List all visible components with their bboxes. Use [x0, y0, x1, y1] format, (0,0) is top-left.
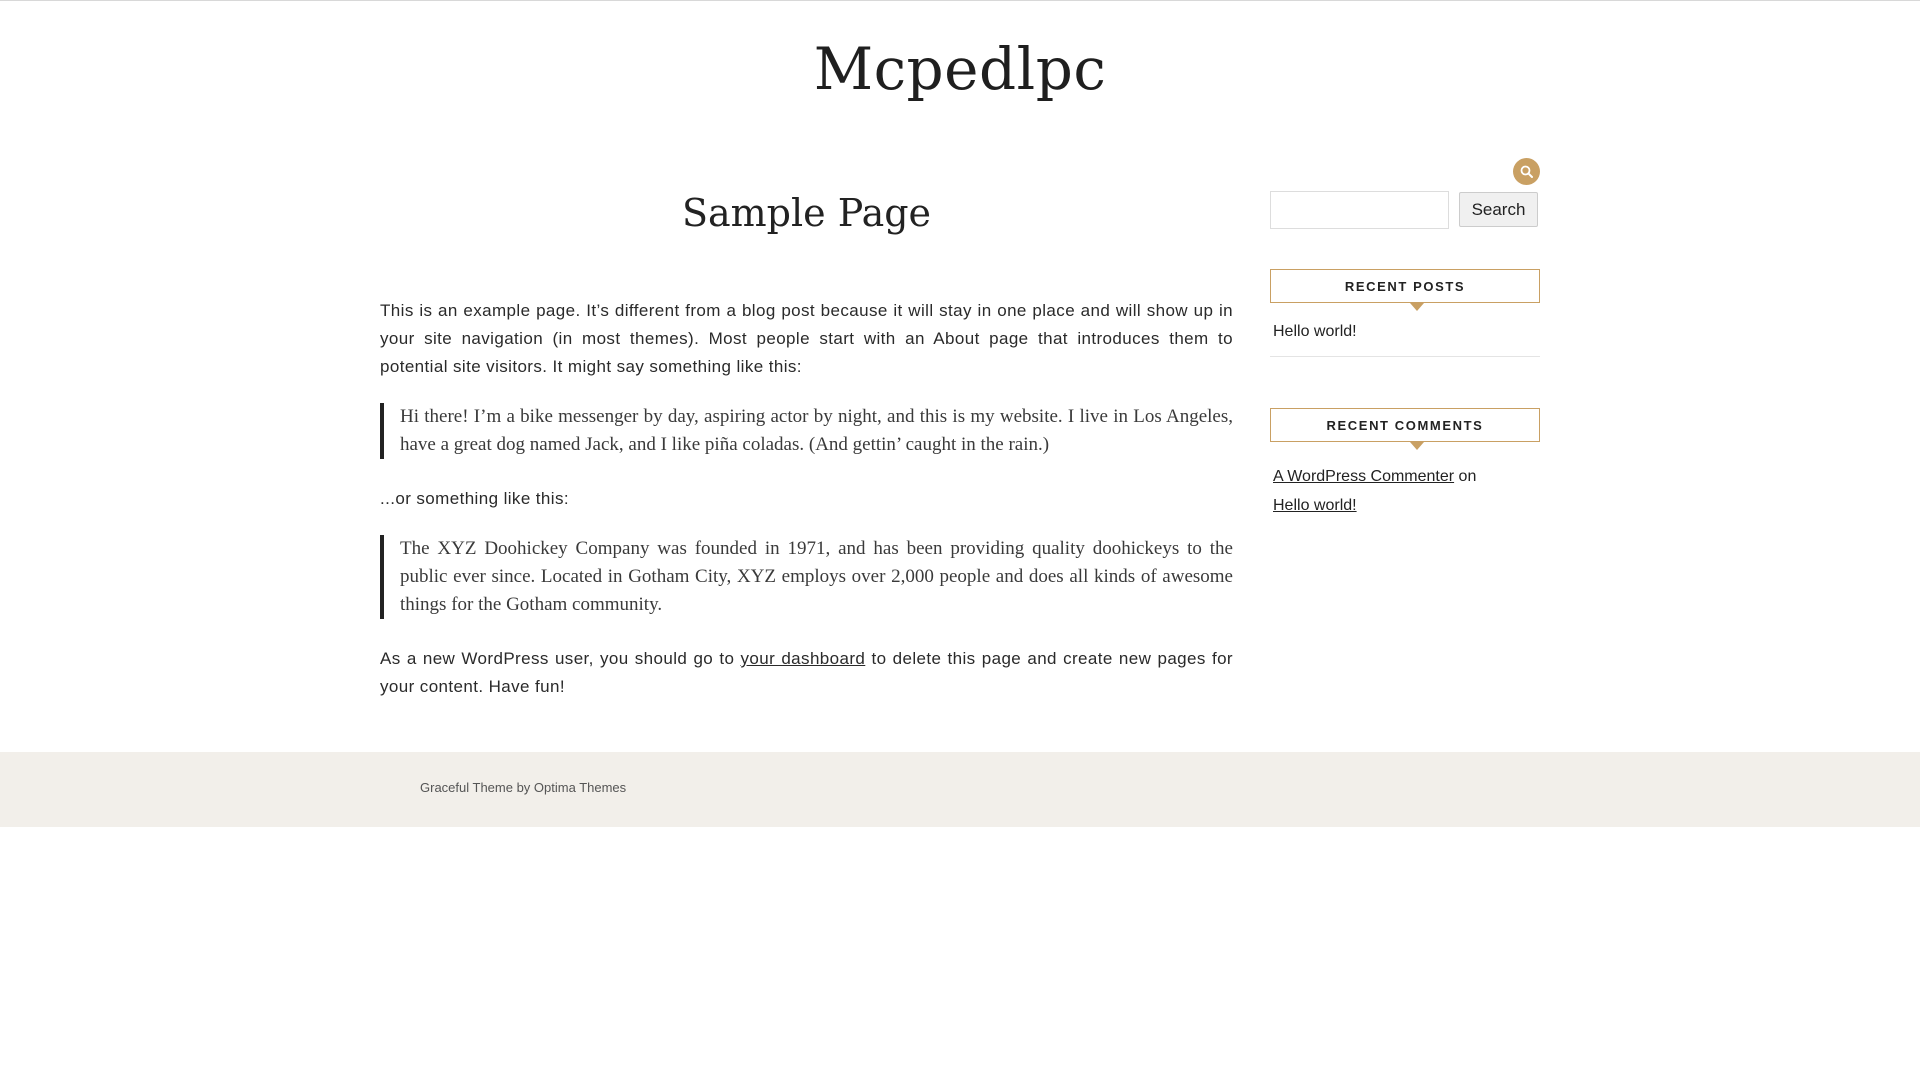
dashboard-link[interactable]: your dashboard — [740, 649, 866, 668]
dashboard-paragraph — [380, 645, 1233, 701]
recent-post-link[interactable]: Hello world! — [1273, 323, 1357, 340]
comment-author-link[interactable]: A WordPress Commenter — [1273, 468, 1455, 485]
top-border — [0, 0, 1920, 1]
blockquote-bike-messenger: Hi there! I’m a bike messenger by day, aspiring actor by night, and this is my website. I live in Los Angeles, have a great dog named Jack, and I like piña coladas. (And gettin’ caught in the rain.) — [380, 403, 1233, 459]
dashboard-text-before: As a new WordPress user, you should go to — [380, 649, 741, 668]
search-icon — [1520, 165, 1533, 178]
or-paragraph: ...or something like this: — [380, 489, 569, 508]
recent-comment-item — [1273, 462, 1538, 520]
recent-comments-heading — [1270, 408, 1540, 442]
blockquote-xyz-company: The XYZ Doohickey Company was founded in 1971, and has been providing quality doohickeys to the public ever since. Located in Gotham City, XYZ employs over 2,000 people and does all kinds of awesome things for the Gotham community. — [380, 535, 1233, 619]
search-form — [1270, 191, 1540, 229]
divider — [1270, 356, 1540, 357]
recent-posts-title: RECENT POSTS — [1344, 278, 1466, 294]
heading-notch — [1410, 442, 1424, 450]
comment-post-link[interactable]: Hello world! — [1273, 497, 1357, 514]
intro-paragraph: This is an example page. It’s different from a blog post because it will stay in one place and will show up in your site navigation (in most themes). Most people start with an About page that introduces them to potential site visitors. It might say something like this: — [380, 301, 1233, 376]
search-button[interactable]: Search — [1459, 192, 1538, 227]
search-toggle-button[interactable] — [1513, 158, 1540, 185]
page-title: Sample Page — [681, 191, 932, 235]
recent-comments-title: RECENT COMMENTS — [1326, 417, 1484, 433]
dashboard-text-after: to delete this page and create new pages for your content. Have fun! — [380, 649, 1233, 696]
search-input[interactable] — [1270, 191, 1449, 229]
main-content — [380, 185, 1233, 701]
site-title[interactable]: Mcpedlpc — [813, 35, 1107, 103]
comment-connector: on — [1454, 468, 1481, 485]
heading-notch — [1410, 303, 1424, 311]
footer-credit: Graceful Theme by Optima Themes — [420, 780, 627, 795]
site-footer — [0, 752, 1920, 827]
recent-posts-heading — [1270, 269, 1540, 303]
